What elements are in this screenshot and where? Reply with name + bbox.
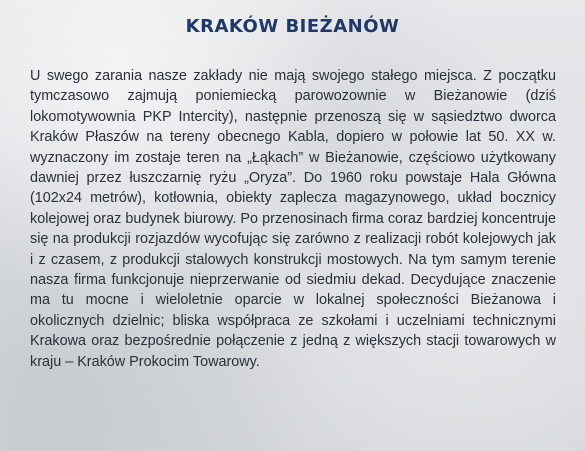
section-title: KRAKÓW BIEŻANÓW: [185, 16, 400, 37]
history-paragraph: U swego zarania nasze zakłady nie mają swojego stałego miejsca. Z początku tymczasowo zajmują poniemiecką parowozownie w Bieżanowie (dziś lokomotywownia PKP Intercity), następnie przenoszą się w sąsiedztwo dworca Kraków Płaszów na tereny obecnego Kabla, dopiero w połowie lat 50. XX w. wyznaczony im zostaje teren na „Łąkach” w Bieżanowie, częściowo użytkowany dawniej przez łuszczarnię ryżu „Oryza”. Do 1960 roku powstaje Hala Główna (102x24 metrów), kotłownia, obiekty zaplecza magazynowego, układ bocznicy kolejowej oraz budynek biurowy. Po przenosinach firma coraz bardziej koncentruje się na produkcji rozjazdów wycofując się zarówno z realizacji robót kolejowych jak i z czasem, z produkcji stalowych konstrukcji mostowych. Na tym samym terenie nasza firma funkcjonuje nieprzerwanie od siedmiu dekad. Decydujące znaczenie ma tu mocne i wieloletnie oparcie w lokalnej społeczności Bieżanowa i okolicznych dzielnic; bliska współpraca ze szkołami i uczelniami technicznymi Krakowa oraz bezpośrednie połączenie z jedną z większych stacji towarowych w kraju – Kraków Prokocim Towarowy.: [30, 68, 556, 370]
